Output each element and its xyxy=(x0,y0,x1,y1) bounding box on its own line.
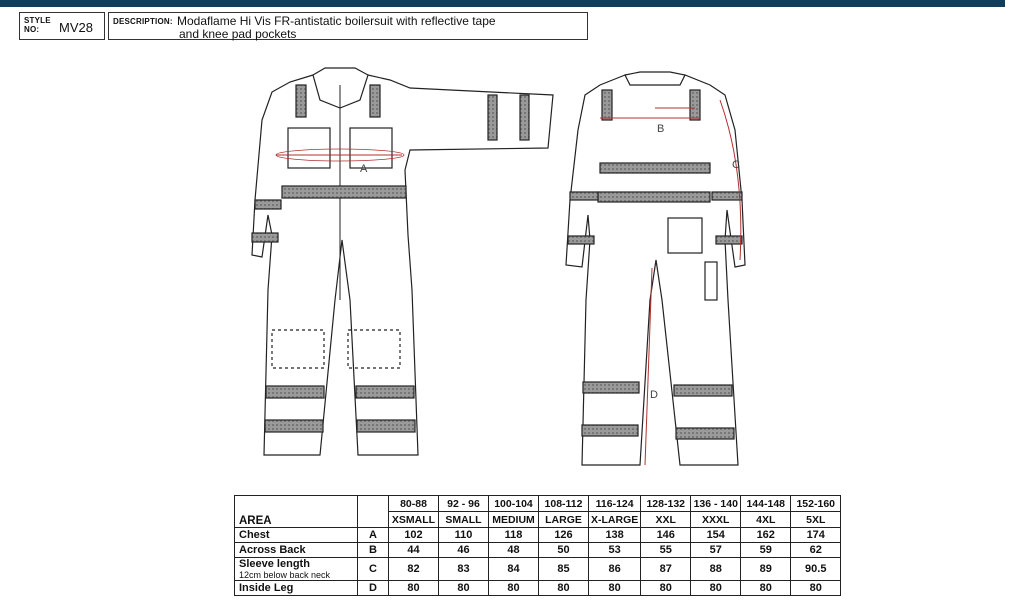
measurement-cell: 90.5 xyxy=(791,558,841,581)
size-name: SMALL xyxy=(439,512,489,528)
area-name: Sleeve length xyxy=(239,558,310,570)
area-name-with-note xyxy=(235,558,358,581)
back-view xyxy=(566,72,745,465)
size-range: 136 - 140 xyxy=(691,496,741,512)
measurement-cell: 138 xyxy=(589,528,641,543)
back-body-outline xyxy=(566,75,745,465)
measurement-cell: 53 xyxy=(589,543,641,558)
measurement-cell: 80 xyxy=(691,581,741,596)
left-chest-pocket xyxy=(288,128,330,168)
measurement-cell: 62 xyxy=(791,543,841,558)
area-note: 12cm below back neck xyxy=(239,570,331,580)
size-name: XXXL xyxy=(691,512,741,528)
measurement-cell: 126 xyxy=(539,528,589,543)
letter-header xyxy=(358,496,389,528)
style-number: MV28 xyxy=(59,20,93,35)
label-d: D xyxy=(650,389,658,401)
size-name: 4XL xyxy=(741,512,791,528)
size-name: XSMALL xyxy=(389,512,439,528)
measurement-cell: 44 xyxy=(389,543,439,558)
measurement-cell: 86 xyxy=(589,558,641,581)
area-letter: A xyxy=(358,528,389,543)
back-waist-tape xyxy=(600,163,710,173)
right-chest-pocket xyxy=(350,128,392,168)
area-letter: D xyxy=(358,581,389,596)
label-b: B xyxy=(657,123,665,135)
measurement-cell: 80 xyxy=(389,581,439,596)
measurement-cell: 162 xyxy=(741,528,791,543)
area-name: Chest xyxy=(235,528,358,543)
measurement-cell: 85 xyxy=(539,558,589,581)
size-range: 128-132 xyxy=(641,496,691,512)
size-name: 5XL xyxy=(791,512,841,528)
size-range: 144-148 xyxy=(741,496,791,512)
size-range: 152-160 xyxy=(791,496,841,512)
measurement-cell: 80 xyxy=(589,581,641,596)
area-letter: C xyxy=(358,558,389,581)
label-a: A xyxy=(360,163,368,175)
leg-utility-pocket xyxy=(705,262,717,300)
size-range: 92 - 96 xyxy=(439,496,489,512)
area-name: Inside Leg xyxy=(235,581,358,596)
table-row-inside-leg xyxy=(235,581,841,596)
area-name: Across Back xyxy=(235,543,358,558)
size-chart-table xyxy=(234,495,841,596)
label-c: C xyxy=(732,159,740,171)
description-line-2: and knee pad pockets xyxy=(179,27,297,41)
measurement-cell: 82 xyxy=(389,558,439,581)
measurement-cell: 80 xyxy=(439,581,489,596)
measurement-cell: 80 xyxy=(539,581,589,596)
front-view xyxy=(252,68,553,455)
size-range: 108-112 xyxy=(539,496,589,512)
area-letter: B xyxy=(358,543,389,558)
table-row-across-back xyxy=(235,543,841,558)
measurement-cell: 80 xyxy=(791,581,841,596)
table-row-chest xyxy=(235,528,841,543)
measurement-cell: 154 xyxy=(691,528,741,543)
measurement-cell: 46 xyxy=(439,543,489,558)
measurement-cell: 110 xyxy=(439,528,489,543)
measurement-cell: 174 xyxy=(791,528,841,543)
measurement-cell: 102 xyxy=(389,528,439,543)
description-label: DESCRIPTION: xyxy=(113,17,173,26)
measurement-cell: 50 xyxy=(539,543,589,558)
measurement-cell: 57 xyxy=(691,543,741,558)
measurement-cell: 87 xyxy=(641,558,691,581)
measurement-cell: 80 xyxy=(489,581,539,596)
size-name: MEDIUM xyxy=(489,512,539,528)
description-line-1: Modaflame Hi Vis FR-antistatic boilersuit with reflective tape xyxy=(177,14,496,28)
measurement-cell: 118 xyxy=(489,528,539,543)
measurement-cell: 84 xyxy=(489,558,539,581)
size-range: 116-124 xyxy=(589,496,641,512)
measurement-cell: 88 xyxy=(691,558,741,581)
size-header-row xyxy=(235,496,841,512)
area-header: AREA xyxy=(235,496,358,528)
measurement-cell: 89 xyxy=(741,558,791,581)
measurement-cell: 55 xyxy=(641,543,691,558)
measurement-cell: 80 xyxy=(741,581,791,596)
measurement-cell: 80 xyxy=(641,581,691,596)
style-label: STYLE NO: xyxy=(24,16,51,34)
front-waist-tape xyxy=(282,186,406,198)
back-hip-pocket xyxy=(668,218,702,253)
size-name: X-LARGE xyxy=(589,512,641,528)
size-name: LARGE xyxy=(539,512,589,528)
measurement-cell: 83 xyxy=(439,558,489,581)
table-row-sleeve-length xyxy=(235,558,841,581)
measurement-cell: 59 xyxy=(741,543,791,558)
measurement-cell: 48 xyxy=(489,543,539,558)
size-range: 100-104 xyxy=(489,496,539,512)
measurement-cell: 146 xyxy=(641,528,691,543)
size-range: 80-88 xyxy=(389,496,439,512)
size-name: XXL xyxy=(641,512,691,528)
